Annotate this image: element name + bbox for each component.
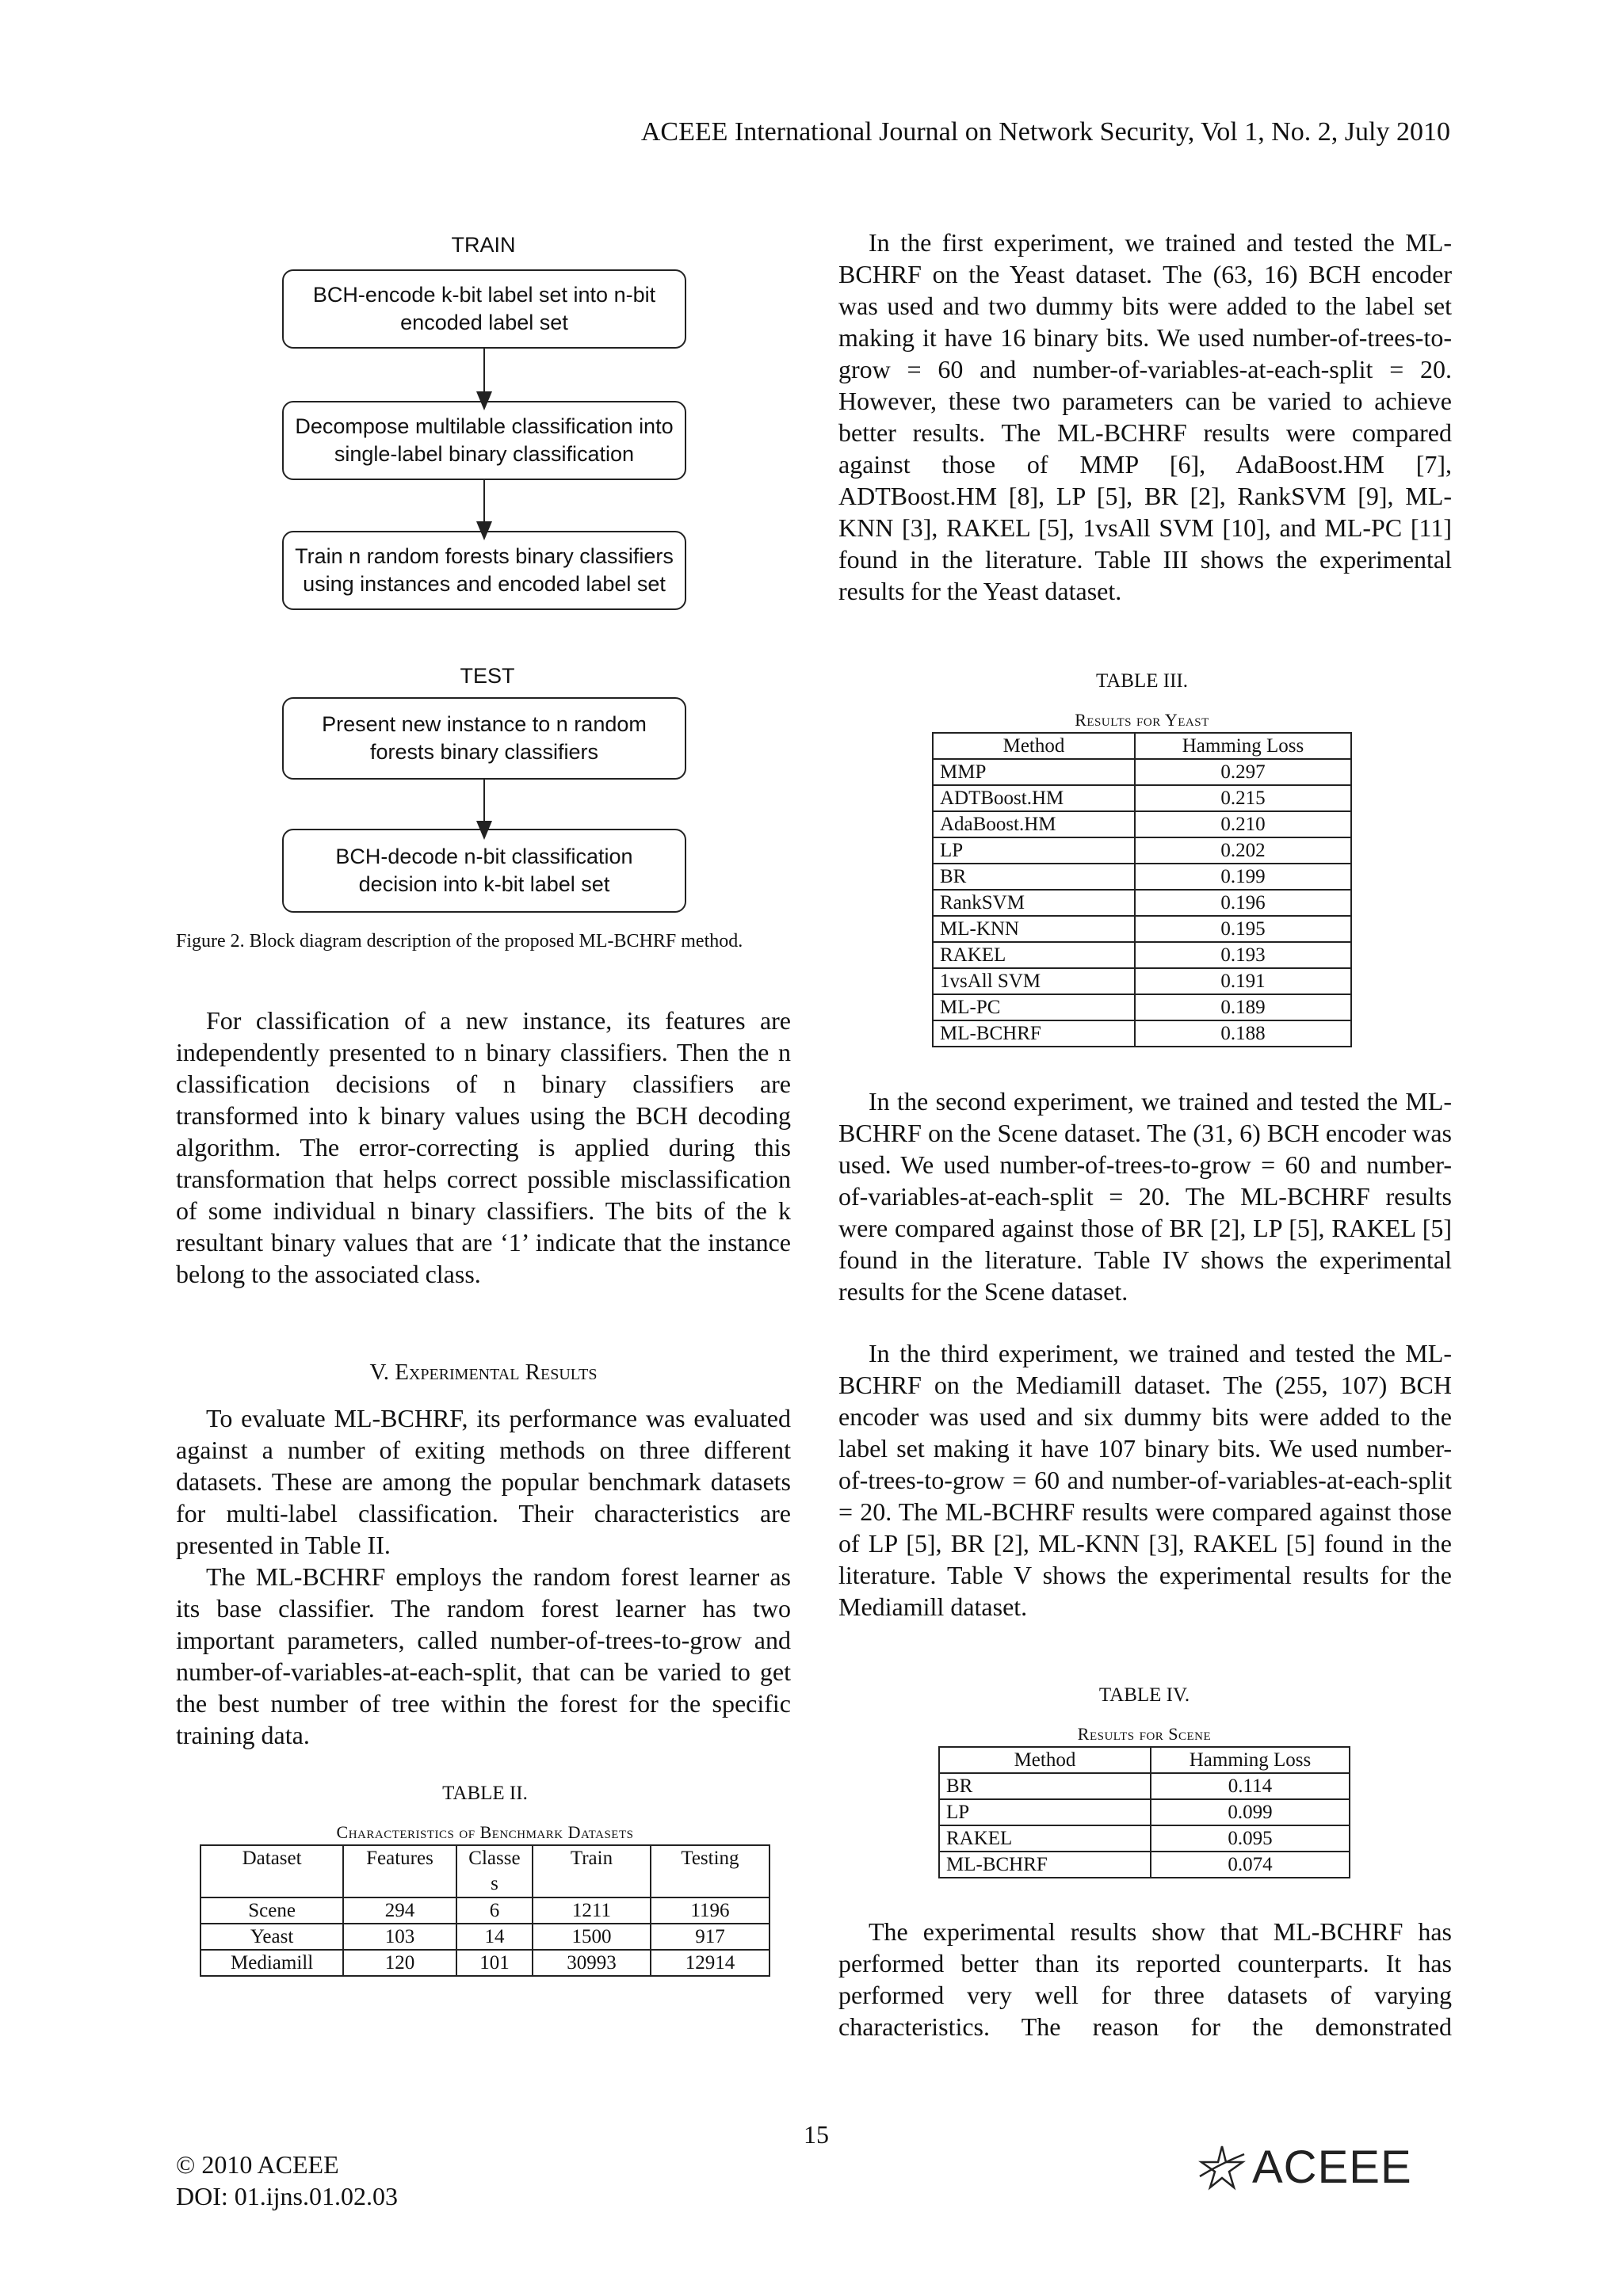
table2 bbox=[200, 1844, 770, 1977]
table-cell: ML-BCHRF bbox=[933, 1020, 1135, 1047]
running-head: ACEEE International Journal on Network Security, Vol 1, No. 2, July 2010 bbox=[640, 117, 1450, 147]
table-row bbox=[933, 1020, 1351, 1047]
table3-header-method: Method bbox=[933, 733, 1135, 759]
table4-title: TABLE IV. bbox=[1098, 1684, 1190, 1706]
table-cell: 101 bbox=[456, 1950, 533, 1976]
table2-title: TABLE II. bbox=[442, 1783, 528, 1804]
table-cell: LP bbox=[933, 837, 1135, 864]
table-cell: 0.196 bbox=[1135, 890, 1351, 916]
table-cell: 1196 bbox=[651, 1897, 769, 1924]
flow-box-present-line2: forests binary classifiers bbox=[369, 740, 599, 764]
left-paragraph-1: For classification of a new instance, its features are independently presented to n binary classifiers. Then the n classification decisions of n binary classifiers are transformed into k binary values using the BCH decoding algorithm. The error-correcting is applied during this transformation that helps correct possible misclassification of some individual n binary classifiers. The bits of the k resultant binary values that are ‘1’ indicate that the instance belong to the associated class. bbox=[176, 1006, 791, 1288]
table-row bbox=[933, 916, 1351, 942]
flow-box-present bbox=[282, 697, 686, 780]
table-row bbox=[933, 837, 1351, 864]
table-row bbox=[933, 864, 1351, 890]
table-cell: RAKEL bbox=[933, 942, 1135, 968]
footer-info bbox=[176, 2149, 398, 2212]
table-header-row bbox=[933, 733, 1351, 759]
test-label: TEST bbox=[460, 664, 515, 688]
table-cell: 0.202 bbox=[1135, 837, 1351, 864]
table2-header-testing: Testing bbox=[651, 1845, 769, 1897]
table-cell: ML-PC bbox=[933, 994, 1135, 1020]
flow-box-train bbox=[282, 531, 686, 610]
left-paragraph-2: To evaluate ML-BCHRF, its performance was evaluated against a number of exiting methods on three different datasets. These are among the popular benchmark datasets for multi-label classification. Their characteristics are presented in Table II. bbox=[176, 1404, 791, 1559]
right-paragraph-3: In the third experiment, we trained and tested the ML-BCHRF on the Mediamill dataset. The (255, 107) BCH encoder was used and six dummy bits were added to the label set making it have 107 binary bits. We used number-of-trees-to-grow = 60 and number-of-variables-at-each-split = 20. The ML-BCHRF results were compared against those of LP [5], BR [2], ML-KNN [3], RAKEL [5] found in the literature. Table V shows the experimental results for the Mediamill dataset. bbox=[838, 1339, 1452, 1621]
flow-box-present-line1: Present new instance to n random bbox=[322, 712, 647, 736]
table-row bbox=[933, 890, 1351, 916]
table-cell: 6 bbox=[456, 1897, 533, 1924]
aceee-logo bbox=[1197, 2139, 1450, 2195]
table2-subtitle: Characteristics of Benchmark Datasets bbox=[336, 1822, 634, 1842]
table-cell: 0.210 bbox=[1135, 811, 1351, 837]
table-cell: AdaBoost.HM bbox=[933, 811, 1135, 837]
table3-title: TABLE III. bbox=[1095, 670, 1188, 692]
table-cell: 0.297 bbox=[1135, 759, 1351, 785]
table4-subtitle: Results for Scene bbox=[1077, 1724, 1212, 1744]
table-cell: 1vsAll SVM bbox=[933, 968, 1135, 994]
table-cell: ML-BCHRF bbox=[939, 1852, 1151, 1878]
doi: DOI: 01.ijns.01.02.03 bbox=[176, 2182, 398, 2210]
copyright: © 2010 ACEEE bbox=[176, 2150, 339, 2179]
table-cell: 12914 bbox=[651, 1950, 769, 1976]
right-paragraph-2: In the second experiment, we trained and tested the ML-BCHRF on the Scene dataset. The (31, 6) BCH encoder was used. We used number-of-trees-to-grow = 60 and number-of-variables-at-each-split = 20. The ML-BCHRF results were compared against those of BR [2], LP [5], RAKEL [5] found in the literature. Table IV shows the experimental results for the Scene dataset. bbox=[838, 1087, 1452, 1306]
table-row bbox=[939, 1773, 1350, 1799]
table-cell: BR bbox=[933, 864, 1135, 890]
table-cell: 14 bbox=[456, 1924, 533, 1950]
table-cell: BR bbox=[939, 1773, 1151, 1799]
table3-subtitle: Results for Yeast bbox=[1075, 710, 1209, 730]
table-cell: 30993 bbox=[533, 1950, 651, 1976]
flow-box-encode-line1: BCH-encode k-bit label set into n-bit bbox=[312, 283, 656, 307]
table-cell: 0.215 bbox=[1135, 785, 1351, 811]
flow-box-decode bbox=[282, 829, 686, 913]
flow-box-decode-line2: decision into k-bit label set bbox=[358, 872, 610, 896]
table-cell: MMP bbox=[933, 759, 1135, 785]
table-cell: 0.188 bbox=[1135, 1020, 1351, 1047]
table-cell: 0.114 bbox=[1151, 1773, 1350, 1799]
table-row bbox=[200, 1897, 769, 1924]
table-cell: LP bbox=[939, 1799, 1151, 1825]
flow-box-encode bbox=[282, 269, 686, 349]
right-paragraph-4: The experimental results show that ML-BCHRF has performed better than its reported counterparts. It has performed very well for three datasets of varying characteristics. The reason for the demonstrated bbox=[838, 1917, 1452, 2041]
table2-header-features: Features bbox=[343, 1845, 456, 1897]
table-cell: Mediamill bbox=[200, 1950, 343, 1976]
table2-header-train: Train bbox=[533, 1845, 651, 1897]
table-row bbox=[200, 1950, 769, 1976]
table-row bbox=[939, 1799, 1350, 1825]
table2-header-classes: Classe s bbox=[456, 1845, 533, 1897]
logo-wordmark: ACEEE bbox=[1252, 2141, 1412, 2193]
table4-header-hamming-loss: Hamming Loss bbox=[1151, 1747, 1350, 1773]
table-cell: ADTBoost.HM bbox=[933, 785, 1135, 811]
left-paragraph-3: The ML-BCHRF employs the random forest learner as its base classifier. The random forest learner has two important parameters, called number-of-trees-to-grow and number-of-variables-at-each-split, that can be varied to get the best number of tree within the forest for the specific training data. bbox=[176, 1562, 791, 1749]
flow-box-decompose-line2: single-label binary classification bbox=[334, 442, 635, 466]
table3-header-hamming-loss: Hamming Loss bbox=[1135, 733, 1351, 759]
page-number: 15 bbox=[804, 2120, 829, 2149]
train-label: TRAIN bbox=[451, 233, 516, 257]
table3 bbox=[932, 732, 1352, 1047]
table-cell: 0.189 bbox=[1135, 994, 1351, 1020]
right-paragraph-1: In the first experiment, we trained and tested the ML-BCHRF on the Yeast dataset. The (63, 16) BCH encoder was used and two dummy bits were added to the label set making it have 16 binary bits. We used number-of-trees-to-grow = 60 and number-of-variables-at-each-split = 20. However, these two parameters can be varied to achieve better results. The ML-BCHRF results were compared against those of MMP [6], AdaBoost.HM [7], ADTBoost.HM [8], LP [5], BR [2], RankSVM [9], ML-KNN [3], RAKEL [5], 1vsAll SVM [10], and ML-PC [11] found in the literature. Table III shows the experimental results for the Yeast dataset. bbox=[838, 228, 1452, 605]
table-row bbox=[933, 968, 1351, 994]
table-cell: 0.095 bbox=[1151, 1825, 1350, 1852]
flow-box-train-line1: Train n random forests binary classifiers bbox=[295, 544, 674, 568]
table4-header-method: Method bbox=[939, 1747, 1151, 1773]
table-row bbox=[939, 1825, 1350, 1852]
flow-box-decompose-line1: Decompose multilable classification into bbox=[295, 414, 674, 438]
table-cell: RankSVM bbox=[933, 890, 1135, 916]
table2-header-dataset: Dataset bbox=[200, 1845, 343, 1897]
flow-box-decompose bbox=[282, 401, 686, 480]
table-cell: 0.099 bbox=[1151, 1799, 1350, 1825]
table-cell: 0.195 bbox=[1135, 916, 1351, 942]
table-cell: 0.193 bbox=[1135, 942, 1351, 968]
table-row bbox=[933, 811, 1351, 837]
table-cell: Scene bbox=[200, 1897, 343, 1924]
section-heading: V. Experimental Results bbox=[369, 1360, 598, 1385]
table-cell: 120 bbox=[343, 1950, 456, 1976]
table-cell: ML-KNN bbox=[933, 916, 1135, 942]
table-cell: 294 bbox=[343, 1897, 456, 1924]
table-cell: 917 bbox=[651, 1924, 769, 1950]
table-cell: RAKEL bbox=[939, 1825, 1151, 1852]
star-swoosh-icon bbox=[1197, 2142, 1247, 2192]
table-cell: 0.074 bbox=[1151, 1852, 1350, 1878]
table-cell: 0.191 bbox=[1135, 968, 1351, 994]
table-cell: 103 bbox=[343, 1924, 456, 1950]
flow-box-train-line2: using instances and encoded label set bbox=[303, 572, 666, 596]
flow-box-decode-line1: BCH-decode n-bit classification bbox=[335, 845, 633, 868]
table4 bbox=[938, 1746, 1350, 1878]
table-row bbox=[933, 759, 1351, 785]
table-row bbox=[933, 785, 1351, 811]
table-header-row bbox=[200, 1845, 769, 1897]
table-row bbox=[933, 994, 1351, 1020]
table-header-row bbox=[939, 1747, 1350, 1773]
table-row bbox=[939, 1852, 1350, 1878]
table-cell: Yeast bbox=[200, 1924, 343, 1950]
table-cell: 1211 bbox=[533, 1897, 651, 1924]
table-row bbox=[933, 942, 1351, 968]
table-cell: 0.199 bbox=[1135, 864, 1351, 890]
figure-caption: Figure 2. Block diagram description of the proposed ML-BCHRF method. bbox=[176, 931, 743, 952]
table-row bbox=[200, 1924, 769, 1950]
flow-box-encode-line2: encoded label set bbox=[400, 311, 568, 334]
table-cell: 1500 bbox=[533, 1924, 651, 1950]
